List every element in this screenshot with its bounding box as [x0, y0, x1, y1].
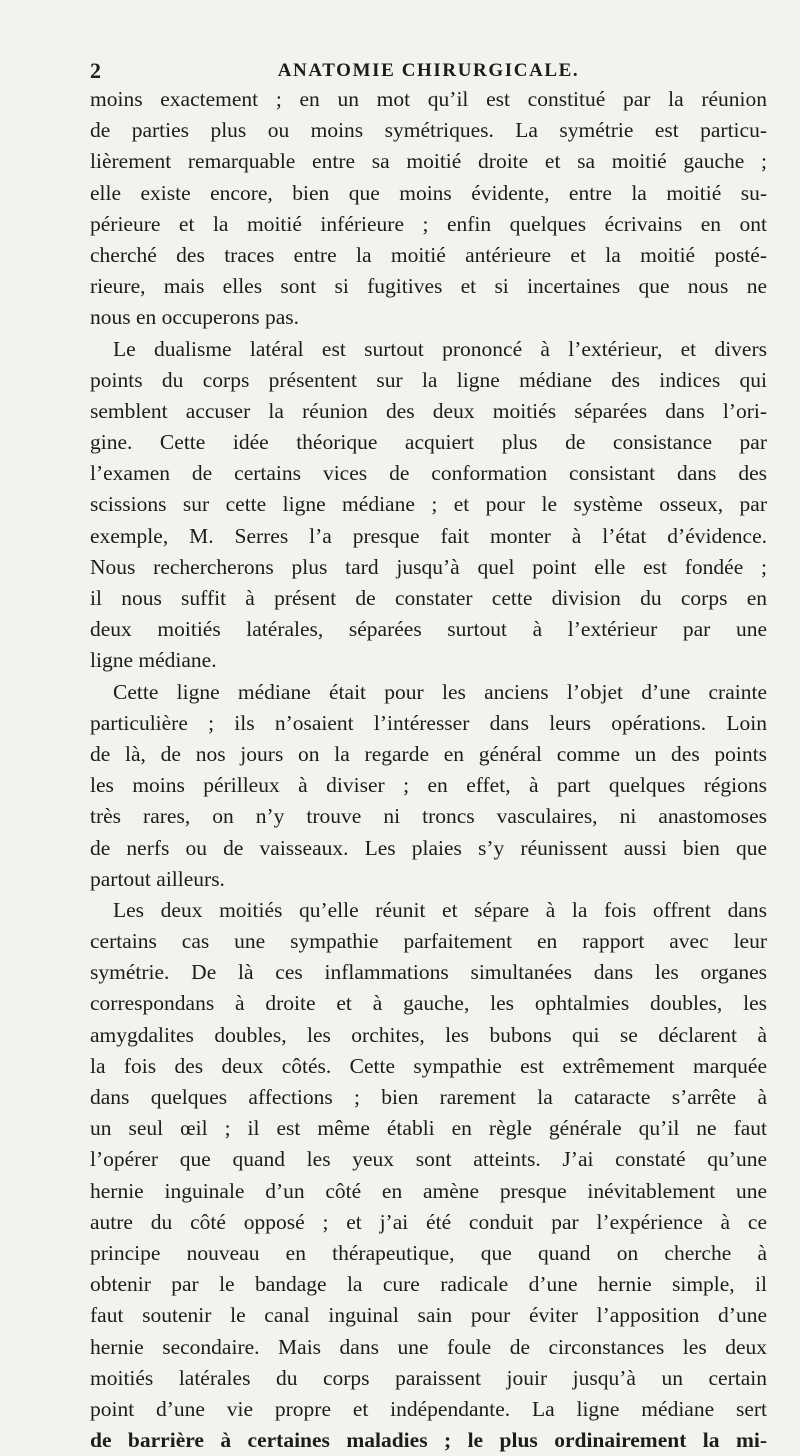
text-line: principe nouveau en thérapeutique, que quand on cherche à: [90, 1240, 767, 1265]
text-line: de parties plus ou moins symétriques. La symétrie est particu-: [90, 118, 767, 143]
text-line: amygdalites doubles, les orchites, les bubons qui se déclarent à: [90, 1022, 767, 1047]
text-line: l’opérer que quand les yeux sont atteints. J’ai constaté qu’une: [90, 1147, 767, 1172]
text-line: Cette ligne médiane était pour les anciens l’objet d’une crainte: [113, 679, 767, 704]
text-line: scissions sur cette ligne médiane ; et pour le système osseux, par: [90, 492, 767, 517]
text-line: les moins périlleux à diviser ; en effet, à part quelques régions: [90, 773, 767, 798]
paragraph: [90, 334, 767, 677]
text-line: ligne médiane.: [90, 648, 217, 673]
text-line: elle existe encore, bien que moins évidente, entre la moitié su-: [90, 180, 767, 205]
paragraph: [90, 895, 767, 1456]
text-line: cherché des traces entre la moitié antérieure et la moitié posté-: [90, 242, 767, 267]
text-line: deux moitiés latérales, séparées surtout à l’extérieur par une: [90, 617, 767, 642]
text-line: certains cas une sympathie parfaitement en rapport avec leur: [90, 929, 767, 954]
text-line: correspondans à droite et à gauche, les ophtalmies doubles, les: [90, 991, 767, 1016]
text-line: un seul œil ; il est même établi en règle générale qu’il ne faut: [90, 1116, 767, 1141]
body-text: [90, 84, 767, 1456]
text-line: dans quelques affections ; bien rarement la cataracte s’arrête à: [90, 1085, 767, 1109]
text-line: points du corps présentent sur la ligne médiane des indices qui: [90, 367, 767, 392]
text-line: hernie inguinale d’un côté en amène presque inévitablement une: [90, 1178, 767, 1203]
paragraph: [90, 677, 767, 895]
text-line: rieure, mais elles sont si fugitives et si incertaines que nous ne: [90, 274, 767, 299]
text-line: Nous rechercherons plus tard jusqu’à quel point elle est fondée ;: [90, 554, 767, 579]
running-title: ANATOMIE CHIRURGICALE.: [277, 60, 580, 81]
page-number: 2: [90, 58, 101, 83]
text-line: faut soutenir le canal inguinal sain pour éviter l’apposition d’une: [90, 1303, 767, 1328]
text-line: de là, de nos jours on la regarde en général comme un des points: [90, 741, 767, 766]
text-line: Le dualisme latéral est surtout prononcé à l’extérieur, et divers: [113, 336, 767, 361]
text-line: Les deux moitiés qu’elle réunit et sépare à la fois offrent dans: [113, 897, 767, 922]
page-header: [90, 58, 767, 86]
text-line: la fois des deux côtés. Cette sympathie est extrêmement marquée: [90, 1053, 767, 1078]
text-line: nous en occuperons pas.: [90, 305, 299, 330]
text-line: partout ailleurs.: [90, 866, 225, 891]
text-line: autre du côté opposé ; et j’ai été conduit par l’expérience à ce: [90, 1209, 767, 1234]
text-line: gine. Cette idée théorique acquiert plus de consistance par: [90, 430, 767, 455]
text-line: moins exactement ; en un mot qu’il est constitué par la réunion: [90, 87, 767, 111]
text-line: il nous suffit à présent de constater cette division du corps en: [90, 586, 767, 610]
text-line: très rares, on n’y trouve ni troncs vasculaires, ni anastomoses: [90, 804, 767, 829]
text-line: périeure et la moitié inférieure ; enfin quelques écrivains en ont: [90, 211, 767, 236]
text-line: obtenir par le bandage la cure radicale d’une hernie simple, il: [90, 1272, 767, 1297]
text-line: l’examen de certains vices de conformation consistant dans des: [90, 461, 767, 486]
text-line: semblent accuser la réunion des deux moitiés séparées dans l’ori-: [90, 398, 767, 423]
paragraph: [90, 84, 767, 334]
text-line: exemple, M. Serres l’a presque fait monter à l’état d’évidence.: [90, 523, 767, 548]
text-line: symétrie. De là ces inflammations simultanées dans les organes: [90, 960, 767, 985]
text-line: particulière ; ils n’osaient l’intéresser dans leurs opérations. Loin: [90, 710, 767, 735]
text-line: hernie secondaire. Mais dans une foule de circonstances les deux: [90, 1334, 767, 1359]
text-line: lièrement remarquable entre sa moitié droite et sa moitié gauche ;: [90, 149, 767, 174]
text-line: point d’une vie propre et indépendante. La ligne médiane sert: [90, 1396, 767, 1421]
text-line: de barrière à certaines maladies ; le plus ordinairement la mi-: [90, 1428, 767, 1453]
text-line: moitiés latérales du corps paraissent jouir jusqu’à un certain: [90, 1365, 767, 1390]
text-line: de nerfs ou de vaisseaux. Les plaies s’y réunissent aussi bien que: [90, 835, 767, 860]
